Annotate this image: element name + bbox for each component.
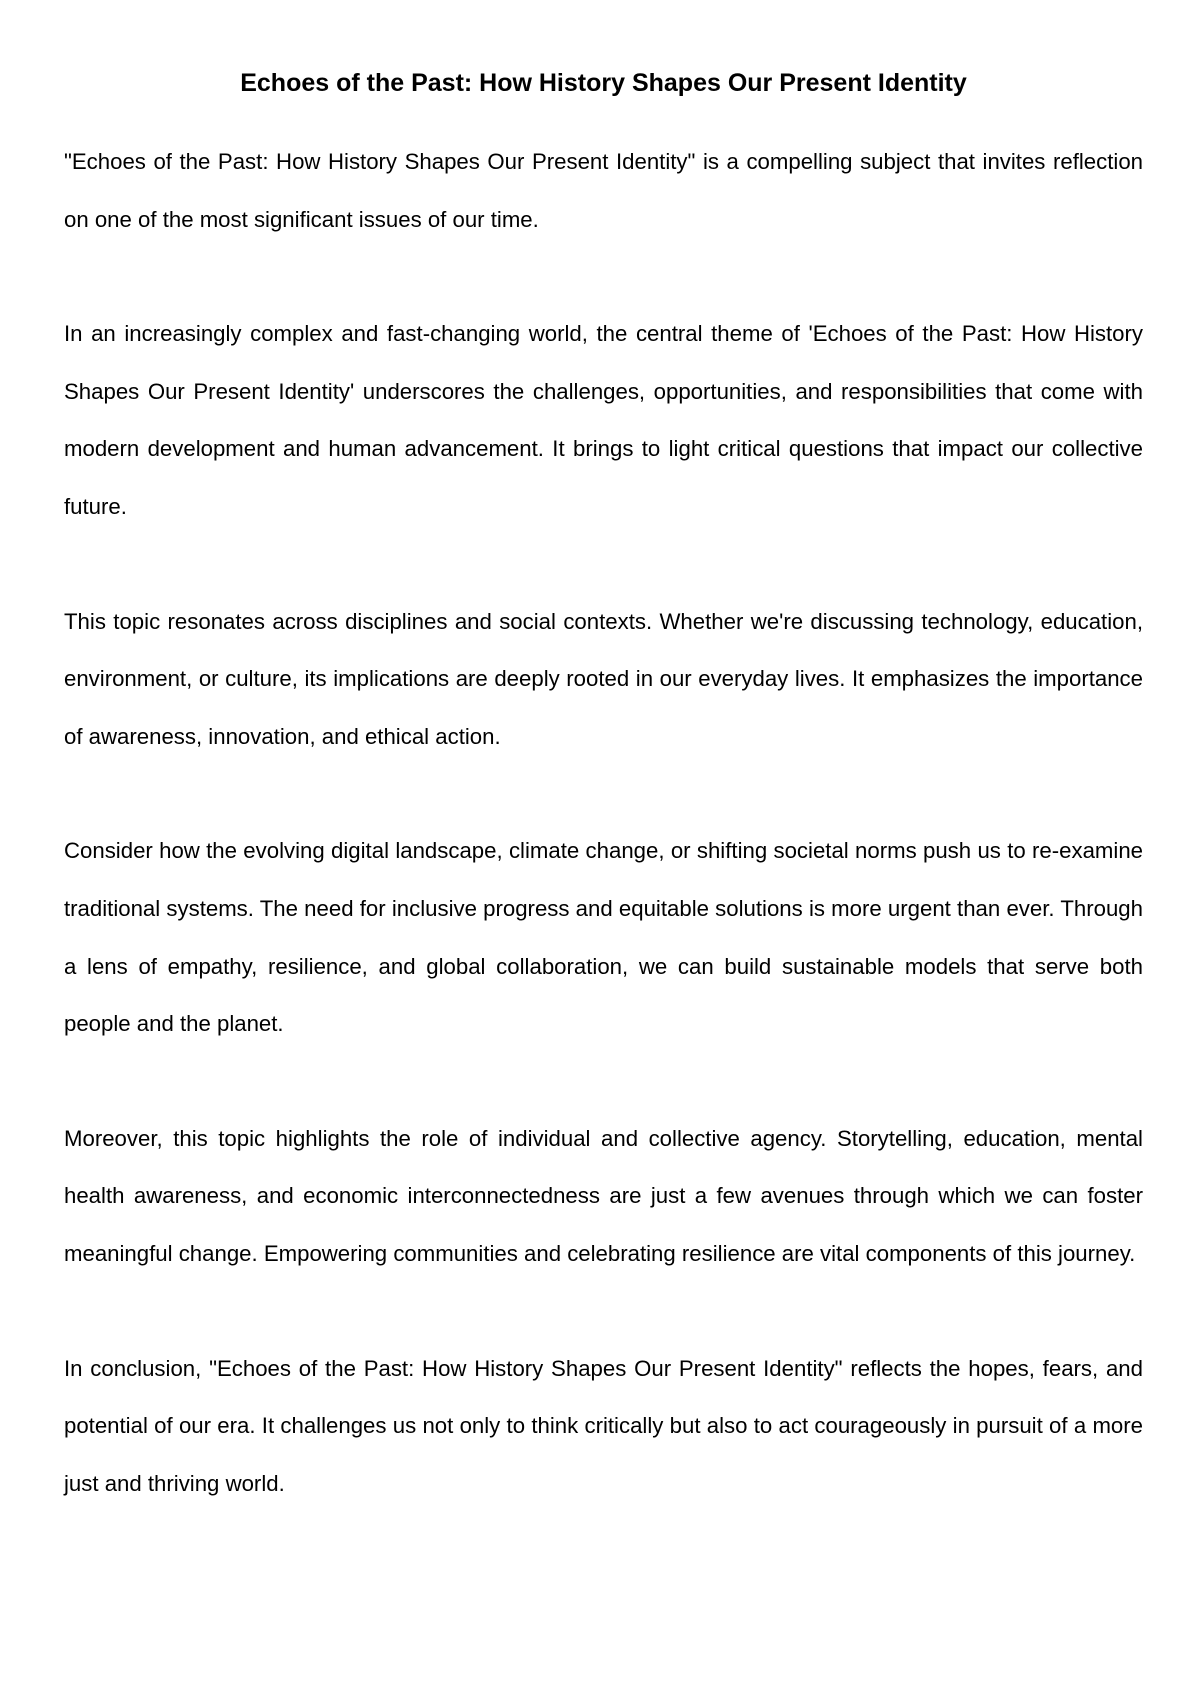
paragraph-agency: Moreover, this topic highlights the role of individual and collective agency. Storytelling, education, mental health awareness, and economic interconnectedness are just a few avenues through which we can foster meaningful change. Empowering communities and celebrating resilience are vital components of this journey. xyxy=(64,1125,1143,1266)
paragraph-central-theme: In an increasingly complex and fast-changing world, the central theme of 'Echoes of the Past: How History Shapes Our Present Identity' underscores the challenges, opportunities, and responsibilities that come with modern development and human advancement. It brings to light critical questions that impact our collective future. xyxy=(64,321,1143,519)
paragraph-intro: "Echoes of the Past: How History Shapes Our Present Identity" is a compelling subject that invites reflection on one of the most significant issues of our time. xyxy=(64,149,1143,232)
document-body xyxy=(64,133,1143,1512)
paragraph-disciplines: This topic resonates across disciplines and social contexts. Whether we're discussing technology, education, environment, or culture, its implications are deeply rooted in our everyday lives. It emphasizes the importance of awareness, innovation, and ethical action. xyxy=(64,608,1143,749)
paragraph-digital-landscape: Consider how the evolving digital landscape, climate change, or shifting societal norms push us to re-examine traditional systems. The need for inclusive progress and equitable solutions is more urgent than ever. Through a lens of empathy, resilience, and global collaboration, we can build sustainable models that serve both people and the planet. xyxy=(64,838,1143,1037)
paragraph-conclusion: In conclusion, "Echoes of the Past: How History Shapes Our Present Identity" reflects the hopes, fears, and potential of our era. It challenges us not only to think critically but also to act courageously in pursuit of a more just and thriving world. xyxy=(64,1355,1143,1496)
document-title: Echoes of the Past: How History Shapes Our Present Identity xyxy=(240,69,967,97)
